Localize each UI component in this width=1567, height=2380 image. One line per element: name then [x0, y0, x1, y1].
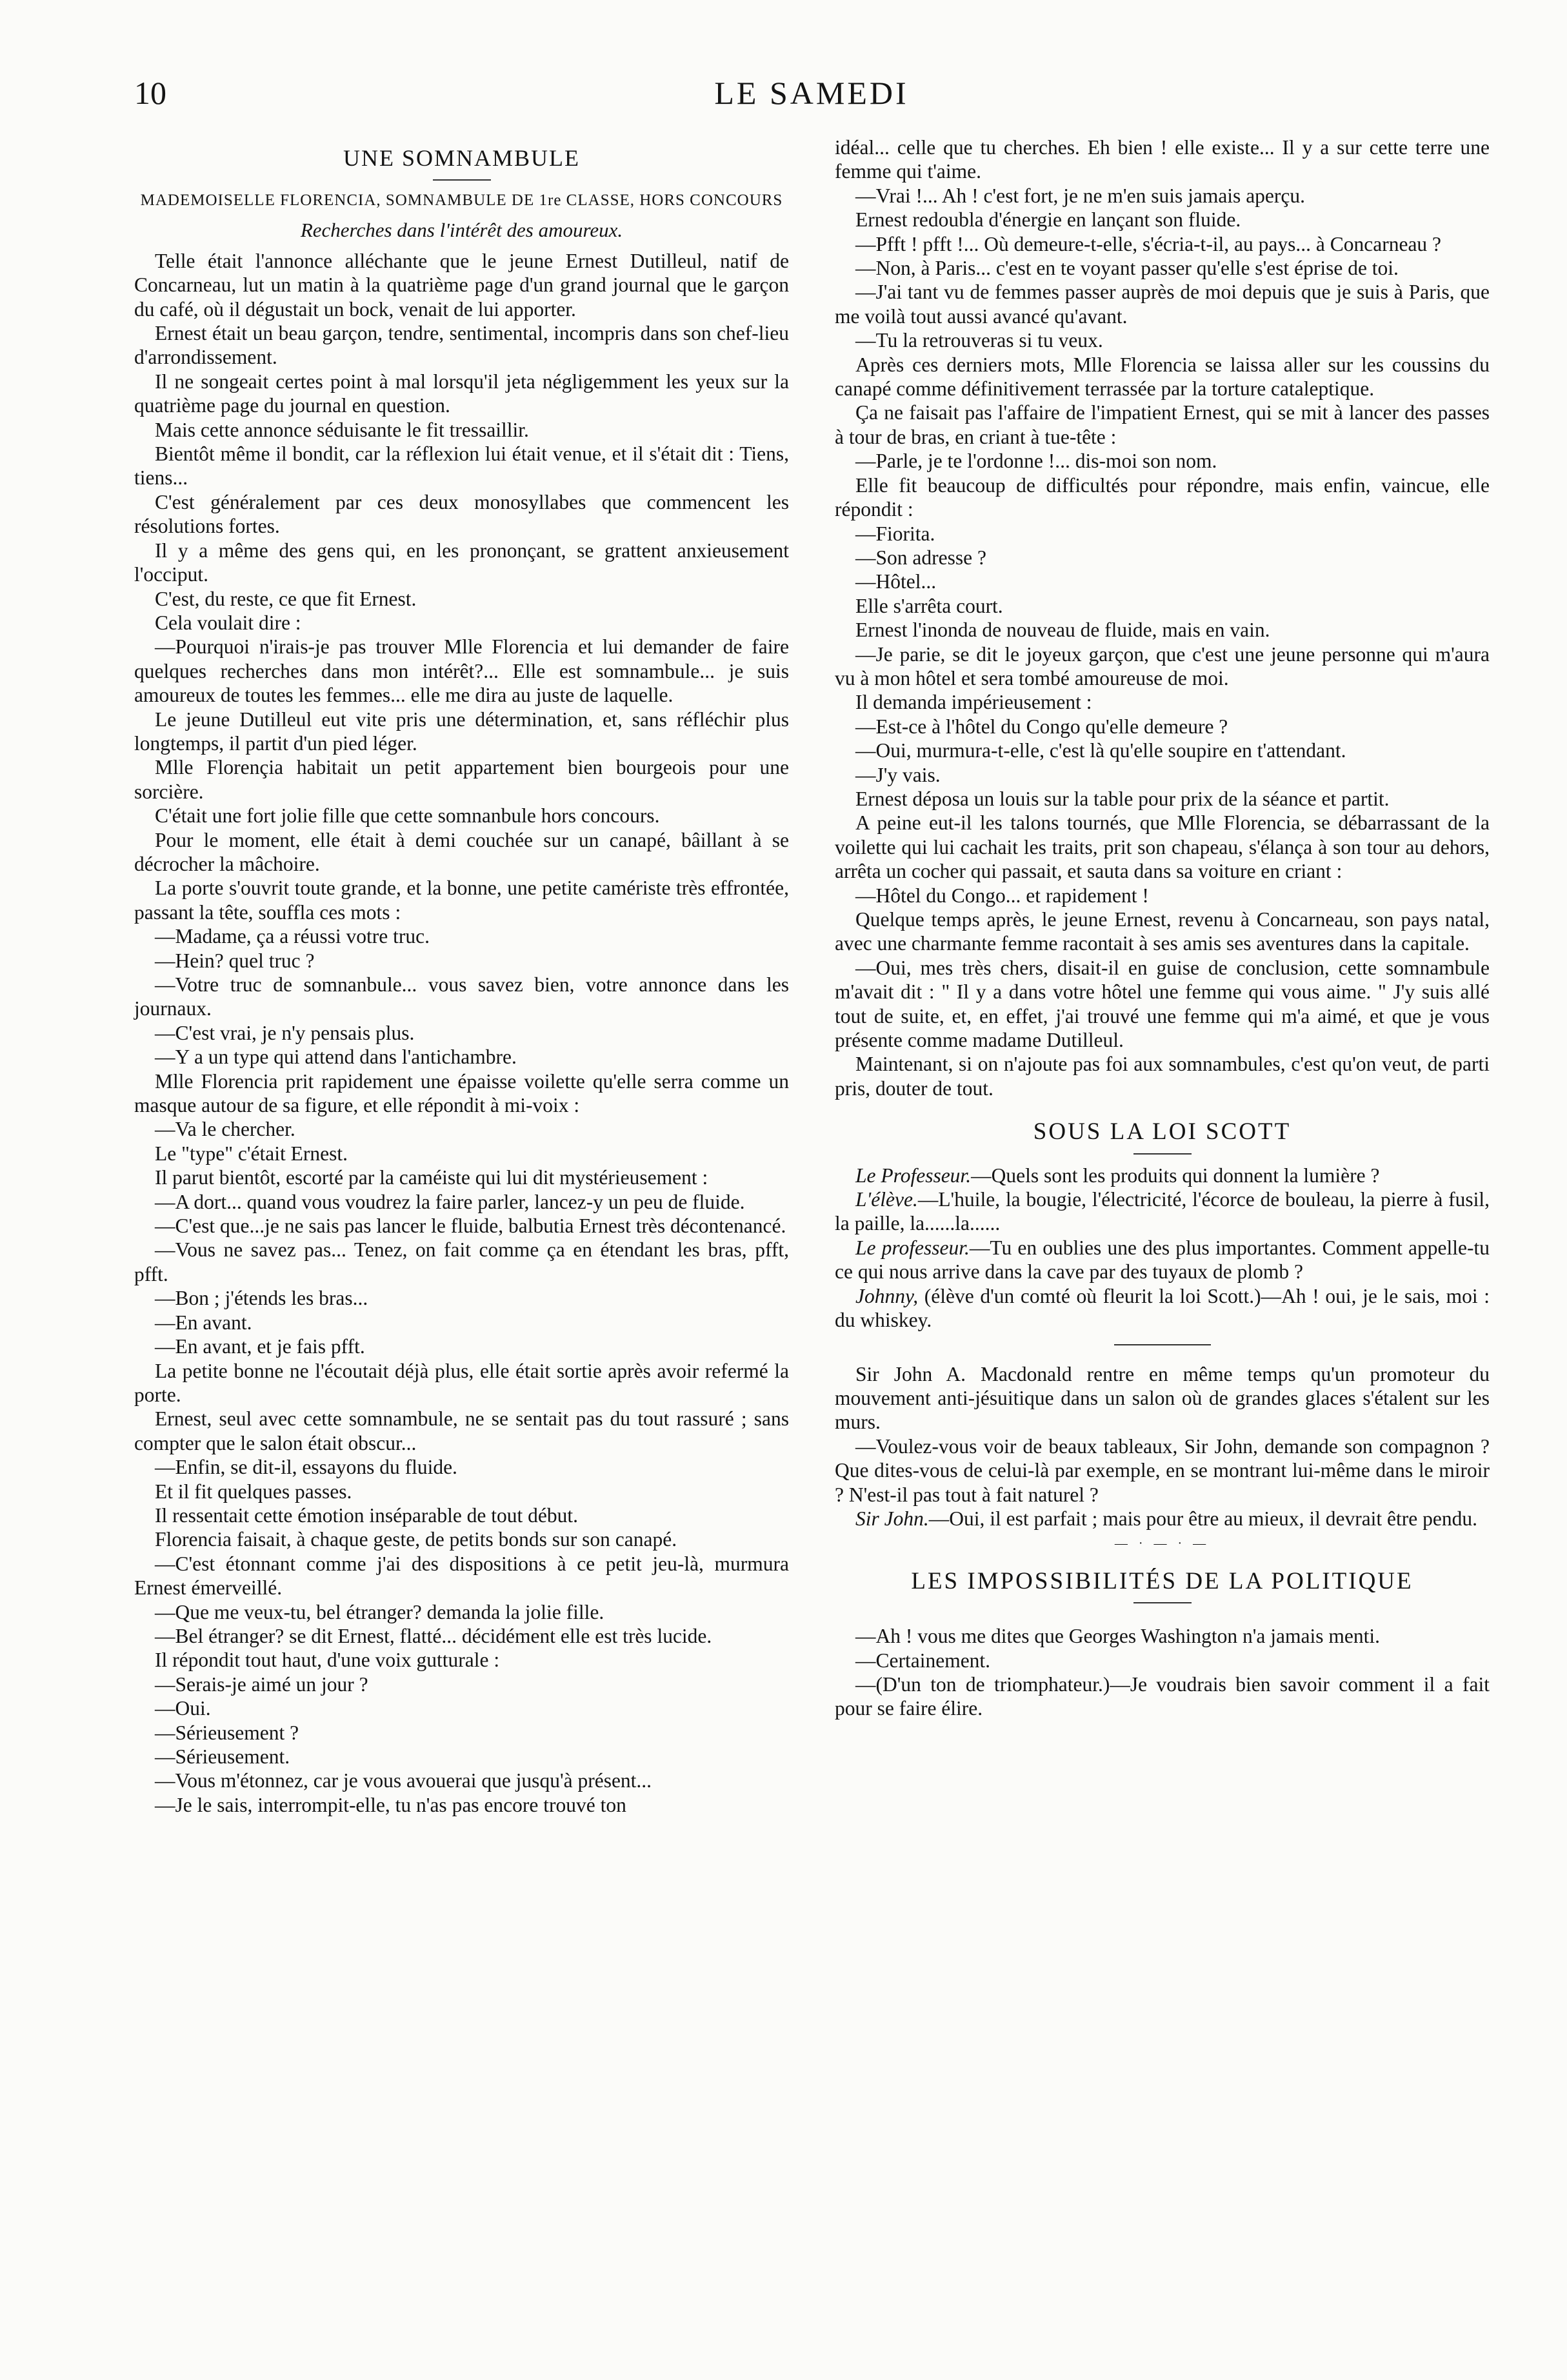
speaker-label: L'élève. — [855, 1188, 918, 1211]
right-column — [835, 135, 1490, 1721]
dialogue-line — [835, 1284, 1490, 1333]
paragraph: Il ne songeait certes point à mal lorsqu'il jeta négligemment les yeux sur la quatrième page du journal en question. — [134, 370, 789, 417]
paragraph: Ernest redoubla d'énergie en lançant son fluide. — [855, 208, 1241, 232]
article-subhead: MADEMOISELLE FLORENCIA, SOMNAMBULE DE 1re CLASSE, HORS CONCOURS — [140, 192, 783, 210]
paragraph: —Enfin, se dit-il, essayons du fluide. — [155, 1456, 457, 1479]
paragraph: —Oui, murmura-t-elle, c'est là qu'elle soupire en t'attendant. — [855, 739, 1346, 762]
paragraph: —En avant. — [155, 1311, 252, 1334]
dialogue-body — [835, 1624, 1490, 1721]
paragraph: Il y a même des gens qui, en les prononçant, se grattent anxieusement l'occiput. — [134, 539, 789, 586]
paragraph: —Certainement. — [855, 1649, 991, 1672]
paragraph: —Bel étranger? se dit Ernest, flatté... décidément elle est très lucide. — [155, 1624, 712, 1647]
paragraph: Quelque temps après, le jeune Ernest, revenu à Concarneau, son pays natal, avec une charmante femme racontait à ses amis ses aventures dans la capitale. — [835, 908, 1490, 955]
paragraph: Pour le moment, elle était à demi couchée sur un canapé, bâillant à se décrocher la mâchoire. — [134, 828, 789, 875]
paragraph: Il parut bientôt, escorté par la caméiste qui lui dit mystérieusement : — [155, 1166, 708, 1189]
paragraph: C'est généralement par ces deux monosyllabes que commencent les résolutions fortes. — [134, 490, 789, 538]
paragraph: —Je le sais, interrompit-elle, tu n'as pas encore trouvé ton — [155, 1793, 626, 1816]
paragraph: Florencia faisait, à chaque geste, de petits bonds sur son canapé. — [155, 1528, 677, 1551]
paragraph: —Va le chercher. — [155, 1118, 295, 1141]
paragraph: —Ah ! vous me dites que Georges Washington n'a jamais menti. — [855, 1625, 1380, 1648]
paragraph: —Hôtel... — [855, 570, 937, 593]
paragraph: —Vous m'étonnez, car je vous avouerai que jusqu'à présent... — [155, 1769, 652, 1792]
speaker-label: Johnny, — [855, 1284, 919, 1307]
paragraph: Ça ne faisait pas l'affaire de l'impatient Ernest, qui se mit à lancer des passes à tour de bras, en criant à tue-tête : — [835, 401, 1490, 448]
paragraph: —Je parie, se dit le joyeux garçon, que c'est une jeune personne qui m'aura vu à mon hôtel et sera tombé amoureuse de moi. — [835, 642, 1490, 689]
running-title: LE SAMEDI — [714, 75, 909, 111]
ornament-divider: — · — · — — [1114, 1536, 1210, 1551]
paragraph: —Madame, ça a réussi votre truc. — [155, 925, 430, 948]
article-tagline: Recherches dans l'intérêt des amoureux. — [300, 219, 623, 242]
divider — [433, 179, 491, 181]
paragraph: —Vrai !... Ah ! c'est fort, je ne m'en suis jamais aperçu. — [855, 184, 1305, 207]
divider — [1114, 1344, 1211, 1345]
paragraph: —Non, à Paris... c'est en te voyant passer qu'elle s'est éprise de toi. — [855, 257, 1399, 280]
paragraph: —Parle, je te l'ordonne !... dis-moi son nom. — [855, 450, 1217, 473]
dialogue-text: —Tu en oublies une des plus importantes. Comment appelle-tu ce qui nous arrive dans la cave par des tuyaux de plomb ? — [835, 1236, 1490, 1284]
dialogue-line — [835, 1164, 1490, 1187]
paragraph: —C'est étonnant comme j'ai des dispositions à ce petit jeu-là, murmura Ernest émerveillé. — [134, 1552, 789, 1600]
paragraph: —J'ai tant vu de femmes passer auprès de moi depuis que je suis à Paris, que me voilà tout aussi avancé qu'avant. — [835, 281, 1490, 328]
page-number: 10 — [134, 75, 166, 111]
anecdote-body — [835, 1362, 1490, 1507]
paragraph: Mais cette annonce séduisante le fit tressaillir. — [155, 418, 529, 441]
paragraph: —Serais-je aimé un jour ? — [155, 1672, 368, 1696]
dialogue-text: —Quels sont les produits qui donnent la lumière ? — [971, 1164, 1380, 1187]
divider — [1133, 1602, 1192, 1603]
paragraph: —C'est que...je ne sais pas lancer le fluide, balbutia Ernest très décontenancé. — [155, 1215, 786, 1238]
paragraph: —Bon ; j'étends les bras... — [155, 1287, 368, 1310]
paragraph: Cela voulait dire : — [155, 611, 301, 634]
page-header — [134, 74, 1489, 119]
paragraph: Ernest déposa un louis sur la table pour prix de la séance et partit. — [855, 787, 1390, 810]
paragraph: —C'est vrai, je n'y pensais plus. — [155, 1021, 415, 1044]
paragraph: —(D'un ton de triomphateur.)—Je voudrais bien savoir comment il a fait pour se faire élire. — [835, 1672, 1490, 1720]
paragraph: —Hôtel du Congo... et rapidement ! — [855, 884, 1149, 907]
paragraph — [835, 1507, 1490, 1531]
paragraph: Ernest, seul avec cette somnambule, ne se sentait pas du tout rassuré ; sans compter que le salon était obscur... — [134, 1407, 789, 1454]
paragraph: —Sérieusement ? — [155, 1721, 299, 1744]
paragraph: —Tu la retrouveras si tu veux. — [855, 329, 1103, 352]
paragraph: idéal... celle que tu cherches. Eh bien ! elle existe... Il y a sur cette terre une femme qui t'aime. — [835, 136, 1490, 183]
dialogue-line — [835, 1236, 1490, 1284]
paragraph: —Est-ce à l'hôtel du Congo qu'elle demeure ? — [855, 715, 1228, 738]
paragraph: —Oui. — [155, 1697, 211, 1720]
paragraph: Après ces derniers mots, Mlle Florencia se laissa aller sur les coussins du canapé comme définitivement terrassée par la torture cataleptique. — [835, 353, 1490, 401]
speaker-label: Sir John. — [855, 1507, 929, 1530]
paragraph: A peine eut-il les talons tournés, que Mlle Florencia, se débarrassant de la voilette qui lui cachait les traits, prit son chapeau, s'élança à son tour au dehors, arrêta un cocher qui passait, et sauta dans sa voiture en criant : — [835, 811, 1490, 883]
speaker-label: Le professeur. — [855, 1236, 970, 1259]
paragraph: Le jeune Dutilleul eut vite pris une détermination, et, sans réfléchir plus longtemps, il partit d'un pied léger. — [134, 708, 789, 755]
paragraph: —Son adresse ? — [855, 546, 986, 569]
paragraph: C'est, du reste, ce que fit Ernest. — [155, 587, 417, 610]
article-title: UNE SOMNAMBULE — [343, 145, 580, 171]
paragraph: Maintenant, si on n'ajoute pas foi aux somnambules, c'est qu'on veut, de parti pris, douter de tout. — [835, 1053, 1490, 1100]
paragraph: —Pourquoi n'irais-je pas trouver Mlle Florencia et lui demander de faire quelques recherches dans mon intérêt?... Elle est somnambule... je suis amoureux de toutes les femmes... elle me dira au juste de laquelle. — [134, 635, 789, 707]
dialogue-body — [835, 1164, 1490, 1333]
dialogue-line — [835, 1187, 1490, 1236]
paragraph: La petite bonne ne l'écoutait déjà plus, elle était sortie après avoir refermé la porte. — [134, 1359, 789, 1406]
divider — [1133, 1153, 1192, 1155]
paragraph: Il répondit tout haut, d'une voix gutturale : — [155, 1649, 500, 1672]
paragraph: —Sérieusement. — [155, 1745, 290, 1768]
paragraph: Le "type" c'était Ernest. — [155, 1142, 348, 1165]
paragraph: —Hein? quel truc ? — [155, 949, 315, 972]
paragraph: C'était une fort jolie fille que cette somnanbule hors concours. — [155, 804, 660, 828]
speaker-label: Le Professeur. — [855, 1164, 972, 1187]
paragraph: Il demanda impérieusement : — [855, 691, 1092, 714]
paragraph: Elle fit beaucoup de difficultés pour répondre, mais enfin, vaincue, elle répondit : — [835, 473, 1490, 521]
paragraph: —Vous ne savez pas... Tenez, on fait comme ça en étendant les bras, pfft, pfft. — [134, 1238, 789, 1285]
paragraph: —Oui, mes très chers, disait-il en guise de conclusion, cette somnambule m'avait dit : " Il y a dans votre hôtel une femme qui vous aime. " J'y suis allé tout de suite, et, en effet, j'ai trouvé une femme qui m'a aimé, et que je vous présente comme madame Dutilleul. — [835, 956, 1490, 1052]
paragraph: —En avant, et je fais pfft. — [155, 1335, 365, 1358]
paragraph: La porte s'ouvrit toute grande, et la bonne, une petite camériste très effrontée, passant la tête, souffla ces mots : — [134, 877, 789, 924]
paragraph: Telle était l'annonce alléchante que le jeune Ernest Dutilleul, natif de Concarneau, lut un matin à la quatrième page d'un grand journal que le garçon du café, où il dégustait un bock, venait de lui apporter. — [134, 249, 789, 321]
paragraph: —Voulez-vous voir de beaux tableaux, Sir John, demande son compagnon ? Que dites-vous de celui-là par exemple, en se montrant lui-même dans le miroir ? N'est-il pas tout à fait naturel ? — [835, 1434, 1490, 1506]
dialogue-text: —L'huile, la bougie, l'électricité, l'écorce de bouleau, la pierre à fusil, la paille, la......la...... — [835, 1188, 1490, 1235]
paragraph: Et il fit quelques passes. — [155, 1480, 352, 1503]
left-column — [134, 139, 789, 1817]
dialogue-text: (élève d'un comté où fleurit la loi Scott.)—Ah ! oui, je le sais, moi : du whiskey. — [835, 1284, 1490, 1332]
paragraph: Ernest était un beau garçon, tendre, sentimental, incompris dans son chef-lieu d'arrondissement. — [134, 322, 789, 369]
paragraph: —Votre truc de somnanbule... vous savez bien, votre annonce dans les journaux. — [134, 973, 789, 1020]
paragraph: —J'y vais. — [855, 763, 941, 786]
paragraph: —Pfft ! pfft !... Où demeure-t-elle, s'écria-t-il, au pays... à Concarneau ? — [855, 232, 1442, 255]
paragraph: Mlle Florençia habitait un petit appartement bien bourgeois pour une sorcière. — [134, 756, 789, 803]
paragraph: —Y a un type qui attend dans l'antichambre. — [155, 1046, 517, 1069]
paragraph: Il ressentait cette émotion inséparable de tout début. — [155, 1503, 579, 1527]
paragraph: Ernest l'inonda de nouveau de fluide, mais en vain. — [855, 619, 1270, 642]
paragraph: —Fiorita. — [855, 522, 935, 545]
paragraph: Bientôt même il bondit, car la réflexion lui était venue, et il s'était dit : Tiens, tiens... — [134, 442, 789, 490]
paragraph: —Que me veux-tu, bel étranger? demanda la jolie fille. — [155, 1600, 604, 1623]
paragraph-text: —Oui, il est parfait ; mais pour être au mieux, il devrait être pendu. — [928, 1507, 1477, 1530]
paragraph: Sir John A. Macdonald rentre en même temps qu'un promoteur du mouvement anti-jésuitique dans un salon où de grandes glaces s'étalent sur les murs. — [835, 1362, 1490, 1434]
section-title: SOUS LA LOI SCOTT — [1033, 1118, 1292, 1145]
article-continuation — [835, 135, 1490, 1100]
section-title: LES IMPOSSIBILITÉS DE LA POLITIQUE — [911, 1567, 1413, 1594]
article-body — [134, 249, 789, 1817]
paragraph: Elle s'arrêta court. — [855, 594, 1003, 617]
paragraph: —A dort... quand vous voudrez la faire parler, lancez-y un peu de fluide. — [155, 1190, 745, 1213]
paragraph: Mlle Florencia prit rapidement une épaisse voilette qu'elle serra comme un masque autour de sa figure, et elle répondit à mi-voix : — [134, 1069, 789, 1117]
